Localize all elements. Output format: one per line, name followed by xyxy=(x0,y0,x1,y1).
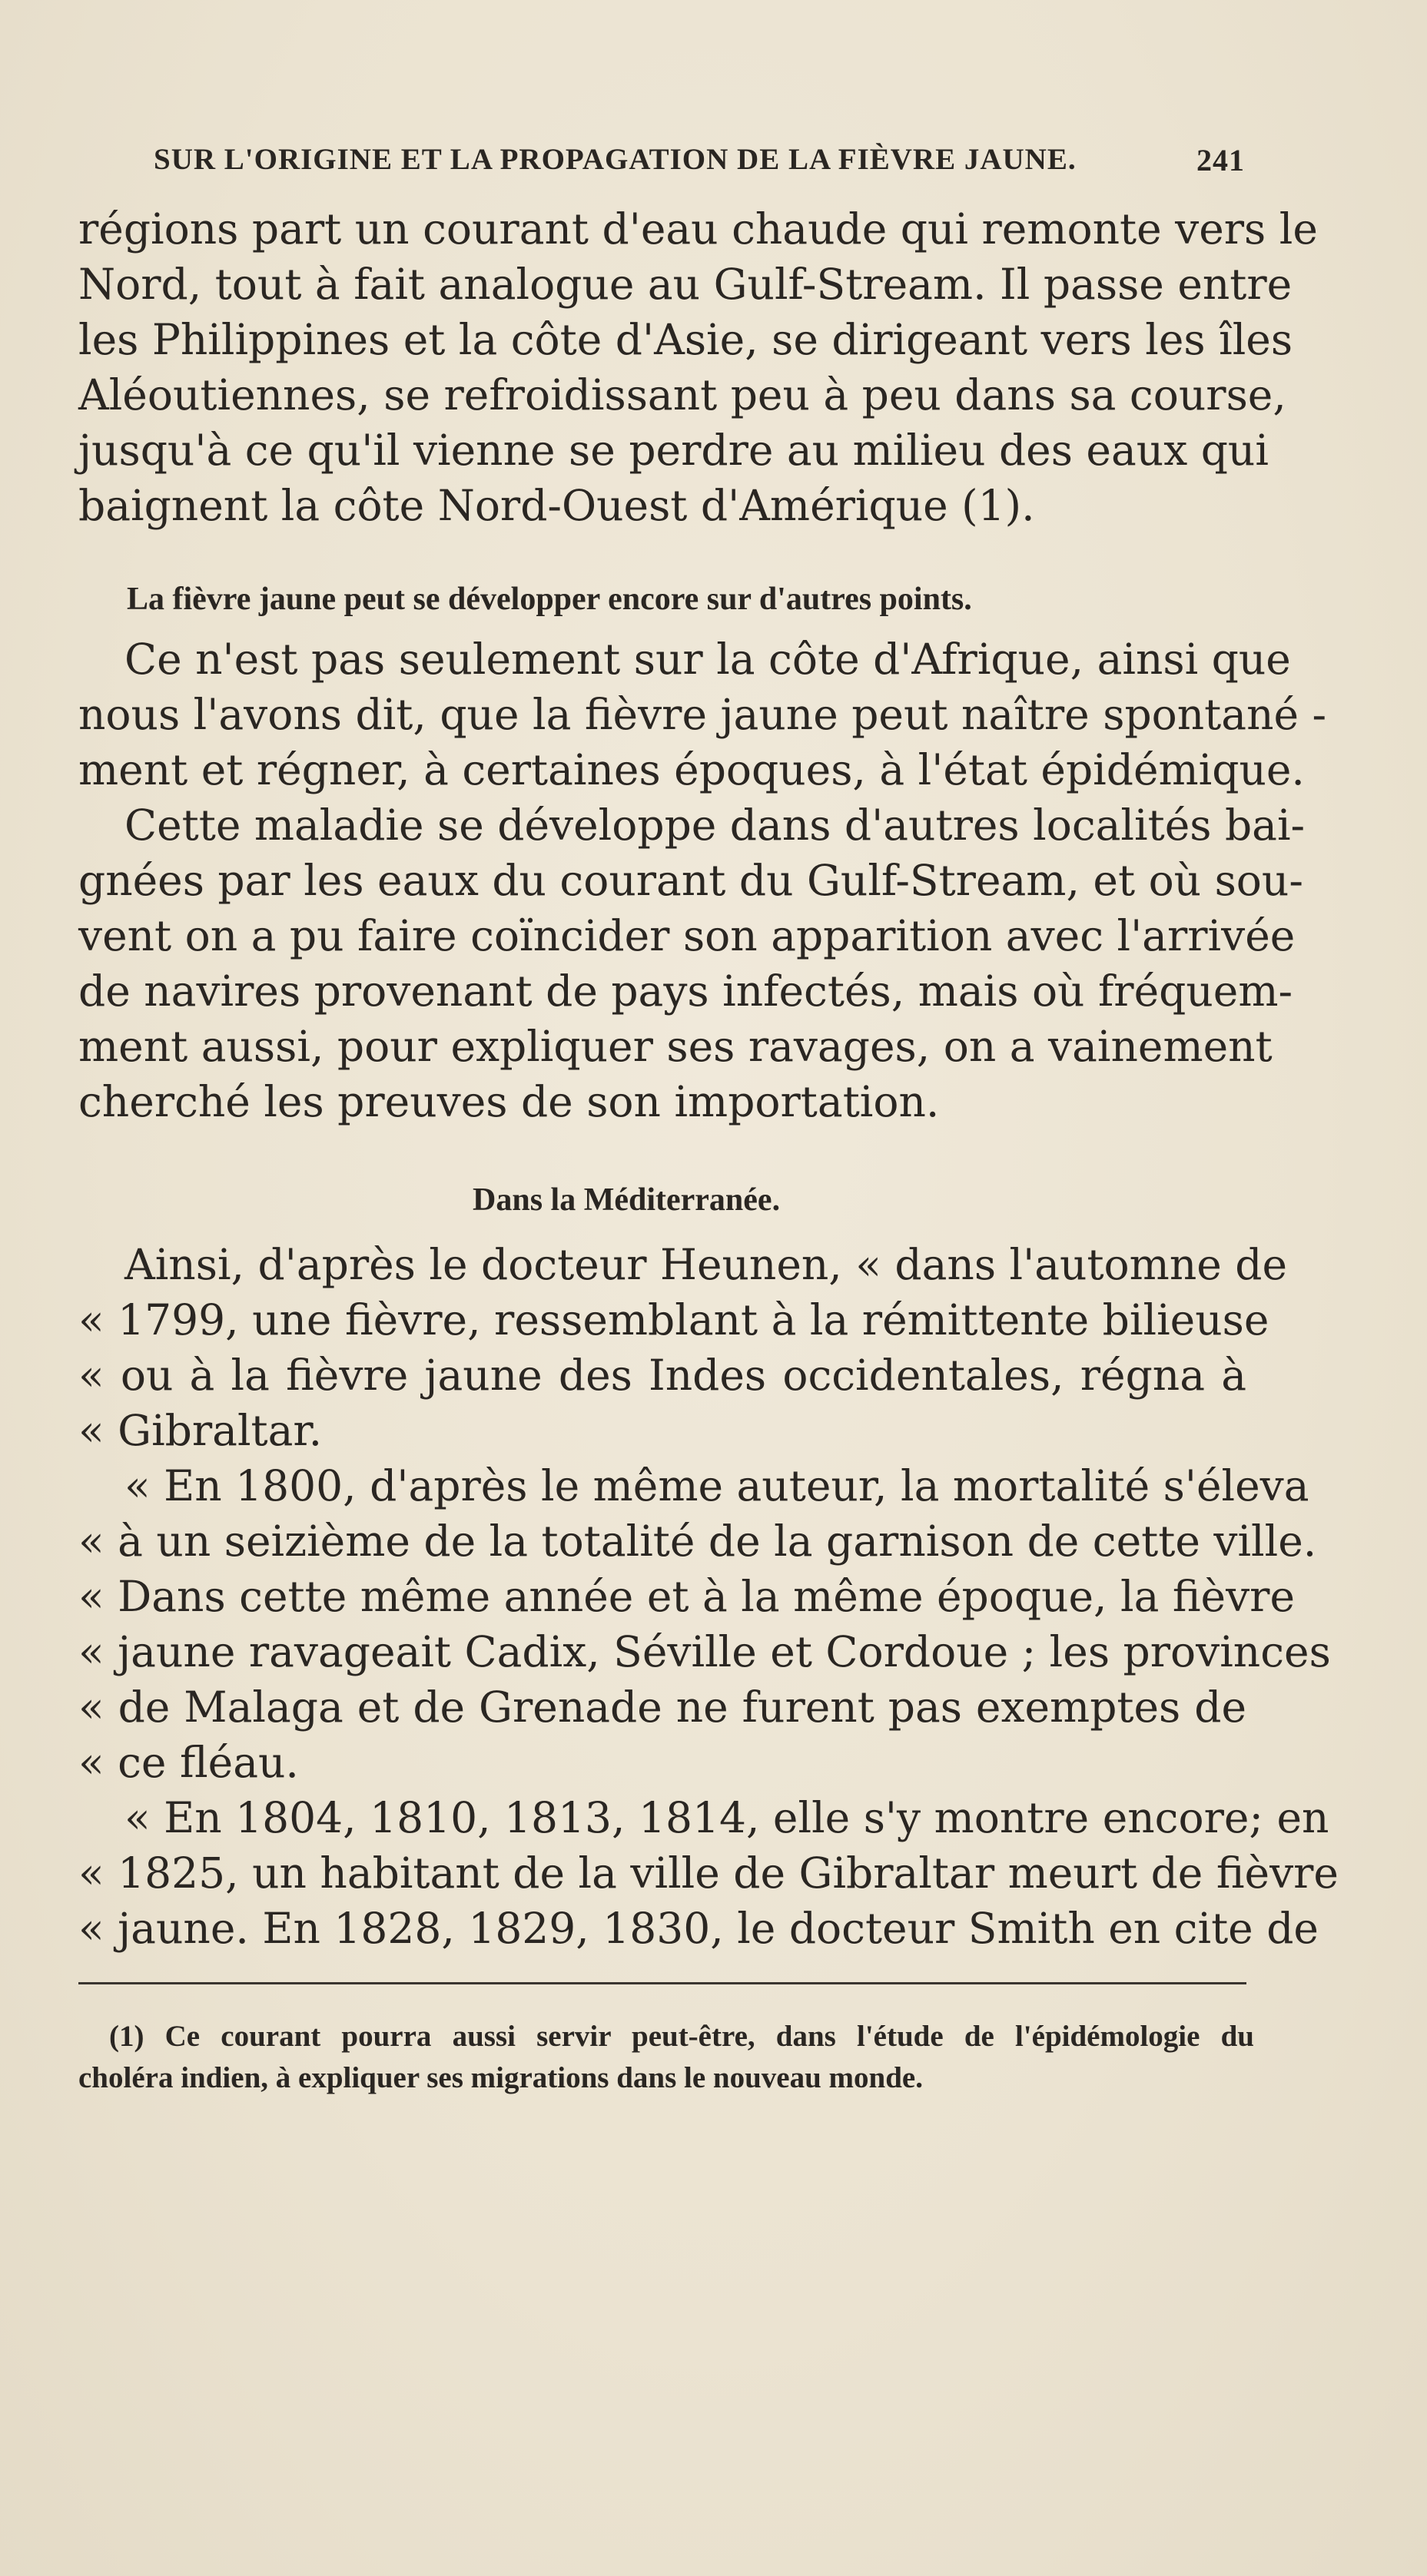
text-line: « à un seizième de la totalité de la garnison de cette ville. xyxy=(78,1517,1317,1566)
text-line: « jaune ravageait Cadix, Séville et Cordoue ; les provinces xyxy=(78,1627,1331,1676)
text-line: « 1799, une fièvre, ressemblant à la rémittente bilieuse xyxy=(78,1295,1269,1344)
footnote-line: choléra indien, à expliquer ses migrations dans le nouveau monde. xyxy=(78,2061,923,2094)
page-number: 241 xyxy=(1196,143,1245,177)
text-line: « 1825, un habitant de la ville de Gibraltar meurt de fièvre xyxy=(78,1848,1339,1898)
text-line: Aléoutiennes, se refroidissant peu à peu dans sa course, xyxy=(78,370,1286,419)
text-line: baignent la côte Nord-Ouest d'Amérique (1). xyxy=(78,481,1035,530)
text-line: vent on a pu faire coïncider son apparition avec l'arrivée xyxy=(78,911,1296,960)
text-line: ment et régner, à certaines époques, à l'état épidémique. xyxy=(78,745,1305,794)
text-line: « de Malaga et de Grenade ne furent pas exemptes de xyxy=(78,1683,1246,1732)
text-line: « ce fléau. xyxy=(78,1738,299,1787)
text-line: « En 1804, 1810, 1813, 1814, elle s'y montre encore; en xyxy=(124,1793,1329,1842)
section-heading: La fièvre jaune peut se développer encore sur d'autres points. xyxy=(127,582,972,617)
text-line: Cette maladie se développe dans d'autres localités bai- xyxy=(124,801,1306,850)
text-line: « Gibraltar. xyxy=(78,1406,323,1455)
text-line: nous l'avons dit, que la fièvre jaune peut naître spontané - xyxy=(78,690,1327,739)
text-line: gnées par les eaux du courant du Gulf-Stream, et où sou- xyxy=(78,856,1303,905)
text-line: Ainsi, d'après le docteur Heunen, « dans l'automne de xyxy=(124,1240,1288,1289)
section-heading: Dans la Méditerranée. xyxy=(473,1182,781,1218)
running-head xyxy=(154,142,1245,188)
text-line: « jaune. En 1828, 1829, 1830, le docteur Smith en cite de xyxy=(78,1904,1319,1953)
footnote-rule xyxy=(78,1982,1246,1984)
text-line: « En 1800, d'après le même auteur, la mortalité s'éleva xyxy=(124,1461,1309,1510)
text-line: cherché les preuves de son importation. xyxy=(78,1077,940,1126)
text-line: « ou à la fièvre jaune des Indes occidentales, régna à xyxy=(78,1351,1246,1400)
text-line: de navires provenant de pays infectés, mais où fréquem- xyxy=(78,966,1293,1016)
text-line: jusqu'à ce qu'il vienne se perdre au milieu des eaux qui xyxy=(78,426,1269,475)
text-line: ment aussi, pour expliquer ses ravages, on a vainement xyxy=(78,1022,1273,1071)
running-head-title: SUR L'ORIGINE ET LA PROPAGATION DE LA FIÈVRE JAUNE. xyxy=(154,143,1077,176)
footnote-line: (1) Ce courant pourra aussi servir peut-être, dans l'étude de l'épidémologie du xyxy=(109,2020,1254,2053)
text-line: Nord, tout à fait analogue au Gulf-Stream. Il passe entre xyxy=(78,260,1293,309)
text-line: Ce n'est pas seulement sur la côte d'Afrique, ainsi que xyxy=(124,635,1291,684)
text-line: régions part un courant d'eau chaude qui remonte vers le xyxy=(78,204,1318,254)
text-line: les Philippines et la côte d'Asie, se dirigeant vers les îles xyxy=(78,315,1293,364)
text-line: « Dans cette même année et à la même époque, la fièvre xyxy=(78,1572,1296,1621)
